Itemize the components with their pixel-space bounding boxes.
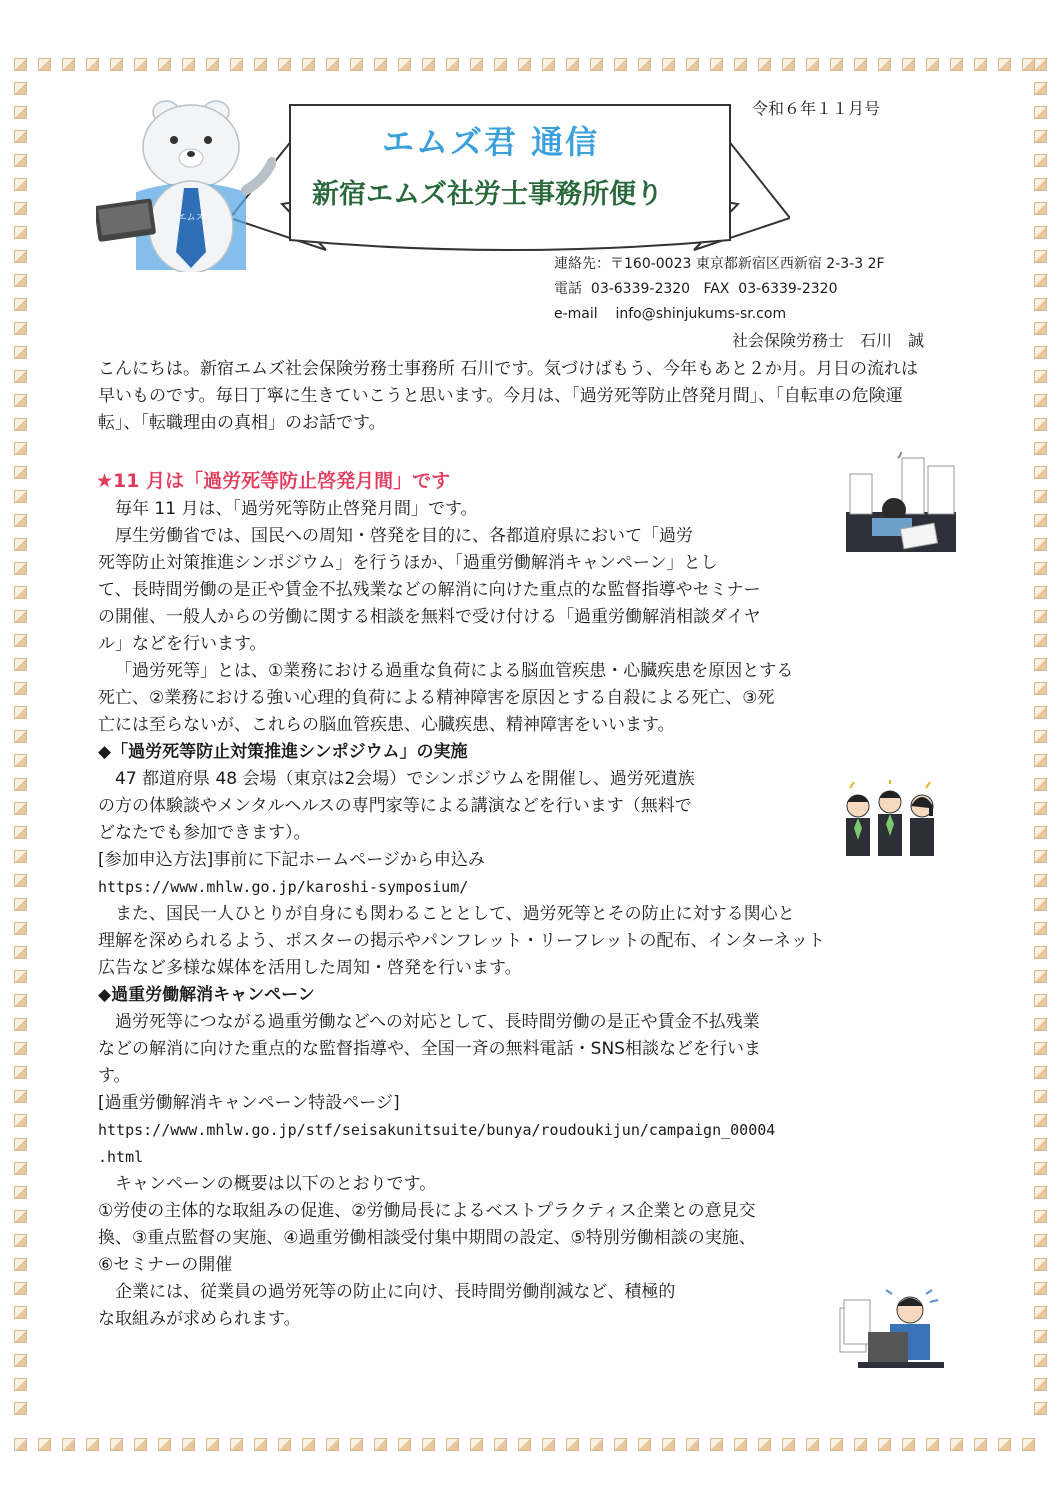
border-tile [302, 58, 315, 71]
paragraph-line: 毎年 11 月は、「過労死等防止啓発月間」です。 [115, 499, 478, 519]
border-tile [206, 58, 219, 71]
fax-number: 03-6339-2320 [738, 281, 838, 297]
border-tile [86, 1438, 99, 1451]
border-tile [446, 1438, 459, 1451]
border-tile [14, 682, 27, 695]
border-tile [350, 58, 363, 71]
newsletter-title: エムズ君 通信 [382, 123, 600, 161]
border-tile [1034, 1162, 1047, 1175]
paragraph-line: 過労死等につながる過重労働などへの対応として、長時間労働の是正や賃金不払残業 [115, 1012, 760, 1032]
border-tile [1034, 658, 1047, 671]
border-tile [86, 58, 99, 71]
border-tile [710, 58, 723, 71]
border-tile [1034, 1210, 1047, 1223]
border-tile [14, 970, 27, 983]
border-tile [1034, 202, 1047, 215]
border-tile [686, 58, 699, 71]
border-tile [14, 730, 27, 743]
border-tile [422, 1438, 435, 1451]
application-method: [参加申込方法]事前に下記ホームページから申込み [98, 850, 485, 870]
border-tile [782, 58, 795, 71]
mascot-bear-with-laptop [96, 92, 276, 272]
border-tile [1034, 994, 1047, 1007]
border-tile [14, 562, 27, 575]
border-tile [758, 1438, 771, 1451]
border-tile [38, 1438, 51, 1451]
border-tile [14, 298, 27, 311]
paragraph-line: な取組みが求められます。 [98, 1309, 301, 1329]
border-tile [686, 1438, 699, 1451]
paragraph-line: などの解消に向けた重点的な監督指導や、全国一斉の無料電話・SNS相談などを行いま [98, 1039, 761, 1059]
border-tile [1034, 898, 1047, 911]
border-tile [662, 1438, 675, 1451]
border-tile [14, 658, 27, 671]
newsletter-subtitle: 新宿エムズ社労士事務所便り [312, 179, 663, 210]
border-tile [230, 1438, 243, 1451]
border-tile [1034, 1282, 1047, 1295]
border-tile [950, 58, 963, 71]
border-tile [158, 1438, 171, 1451]
border-tile [14, 586, 27, 599]
border-tile [854, 1438, 867, 1451]
paragraph-line: 死等防止対策推進シンポジウム」を行うほか、「過重労働解消キャンペーン」とし [98, 553, 718, 573]
border-tile [1034, 226, 1047, 239]
border-tile [14, 106, 27, 119]
border-tile [14, 1354, 27, 1367]
border-tile [14, 514, 27, 527]
border-tile [422, 58, 435, 71]
border-tile [14, 1282, 27, 1295]
border-tile [518, 58, 531, 71]
paragraph-line: ⑥セミナーの開催 [98, 1255, 233, 1275]
border-tile [14, 1186, 27, 1199]
decorative-border-left [14, 58, 28, 1426]
border-tile [1034, 1330, 1047, 1343]
border-tile [878, 1438, 891, 1451]
border-tile [1034, 1042, 1047, 1055]
border-tile [14, 946, 27, 959]
border-tile [1034, 250, 1047, 263]
border-tile [14, 634, 27, 647]
border-tile [206, 1438, 219, 1451]
section-heading: ★11 月は「過労死等防止啓発月間」です [96, 470, 451, 492]
border-tile [950, 1438, 963, 1451]
border-tile [14, 1018, 27, 1031]
paragraph-line: ①労使の主体的な取組みの促進、②労働局長によるベストプラクティス企業との意見交 [98, 1201, 756, 1221]
border-tile [38, 58, 51, 71]
border-tile [14, 1090, 27, 1103]
border-tile [182, 58, 195, 71]
border-tile [14, 826, 27, 839]
border-tile [1034, 130, 1047, 143]
border-tile [1034, 586, 1047, 599]
border-tile [158, 58, 171, 71]
paragraph-line: ル」などを行います。 [98, 634, 267, 654]
border-tile [542, 58, 555, 71]
phone-row [554, 277, 885, 302]
border-tile [14, 1402, 27, 1415]
border-tile [1034, 1090, 1047, 1103]
border-tile [566, 58, 579, 71]
border-tile [1034, 706, 1047, 719]
border-tile [374, 1438, 387, 1451]
border-tile [974, 58, 987, 71]
border-tile [254, 58, 267, 71]
border-tile [926, 58, 939, 71]
border-tile [14, 1306, 27, 1319]
address-label: 連絡先： [554, 256, 610, 272]
phone-label: 電話 [554, 281, 582, 297]
border-tile [14, 1066, 27, 1079]
border-tile [806, 58, 819, 71]
border-tile [14, 1042, 27, 1055]
border-tile [110, 58, 123, 71]
border-tile [1034, 514, 1047, 527]
border-tile [1034, 442, 1047, 455]
border-tile [734, 58, 747, 71]
address: 〒160-0023 東京都新宿区西新宿 2-3-3 2F [610, 256, 885, 272]
border-tile [14, 226, 27, 239]
border-tile [1034, 634, 1047, 647]
paragraph-line: 厚生労働省では、国民への周知・啓発を目的に、各都道府県において「過労 [115, 526, 693, 546]
border-tile [14, 1114, 27, 1127]
paragraph-line: の方の体験談やメンタルヘルスの専門家等による講演などを行います（無料で [98, 796, 692, 816]
border-tile [1034, 1066, 1047, 1079]
address-row [554, 252, 885, 277]
email-link[interactable]: info@shinjukums-sr.com [615, 306, 787, 322]
campaign-url-link[interactable]: https://www.mhlw.go.jp/stf/seisakunitsuite/bunya/roudoukijun/campaign_00004 [98, 1121, 776, 1139]
border-tile [14, 754, 27, 767]
paragraph-line: キャンペーンの概要は以下のとおりです。 [115, 1174, 437, 1194]
border-tile [566, 1438, 579, 1451]
intro-line: 早いものです。毎日丁寧に生きていこうと思います。今月は、「過労死等防止啓発月間」、「自転車の危険運 [98, 386, 903, 406]
mascot-tie-badge: エムズ [177, 213, 205, 223]
border-tile [254, 1438, 267, 1451]
border-tile [1034, 610, 1047, 623]
email-label: e-mail [554, 306, 598, 322]
border-tile [1034, 466, 1047, 479]
border-tile [1034, 754, 1047, 767]
border-tile [14, 250, 27, 263]
campaign-page-label: [過重労働解消キャンペーン特設ページ] [98, 1093, 400, 1113]
border-tile [1034, 298, 1047, 311]
border-tile [1034, 802, 1047, 815]
border-tile [446, 58, 459, 71]
border-tile [14, 1330, 27, 1343]
paragraph-line: 換、③重点監督の実施、④過重労働相談受付集中期間の設定、⑤特別労働相談の実施、 [98, 1228, 756, 1248]
border-tile [14, 346, 27, 359]
border-tile [590, 1438, 603, 1451]
border-tile [1034, 1258, 1047, 1271]
paragraph-line: 「過労死等」とは、①業務における過重な負荷による脳血管疾患・心臓疾患を原因とする [115, 661, 794, 681]
border-tile [302, 1438, 315, 1451]
border-tile [1034, 490, 1047, 503]
border-tile [470, 1438, 483, 1451]
border-tile [614, 58, 627, 71]
border-tile [110, 1438, 123, 1451]
border-tile [1034, 1402, 1047, 1415]
border-tile [806, 1438, 819, 1451]
paragraph-line: 企業には、従業員の過労死等の防止に向け、長時間労働削減など、積極的 [115, 1282, 676, 1302]
border-tile [14, 1258, 27, 1271]
border-tile [470, 58, 483, 71]
border-tile [62, 58, 75, 71]
paragraph-line: て、長時間労働の是正や賃金不払残業などの解消に向けた重点的な監督指導やセミナー [98, 580, 761, 600]
border-tile [1034, 946, 1047, 959]
border-tile [278, 1438, 291, 1451]
paragraph-line: 亡には至らないが、これらの脳血管疾患、心臓疾患、精神障害をいいます。 [98, 715, 675, 735]
border-tile [1034, 970, 1047, 983]
border-tile [902, 58, 915, 71]
decorative-border-right [1034, 58, 1048, 1426]
border-tile [14, 1210, 27, 1223]
border-tile [14, 706, 27, 719]
paragraph-line: また、国民一人ひとりが自身にも関わることとして、過労死等とその防止に対する関心と [115, 904, 795, 924]
border-tile [374, 58, 387, 71]
border-tile [14, 442, 27, 455]
border-tile [734, 1438, 747, 1451]
border-tile [14, 538, 27, 551]
campaign-url-link-end[interactable]: .html [98, 1148, 144, 1166]
border-tile [14, 58, 27, 71]
border-tile [542, 1438, 555, 1451]
border-tile [14, 1378, 27, 1391]
border-tile [1034, 154, 1047, 167]
border-tile [14, 394, 27, 407]
border-tile [614, 1438, 627, 1451]
border-tile [134, 58, 147, 71]
border-tile [1022, 1438, 1035, 1451]
paragraph-line: の開催、一般人からの労働に関する相談を無料で受け付ける「過重労働解消相談ダイヤ [98, 607, 761, 627]
border-tile [14, 1162, 27, 1175]
border-tile [1034, 730, 1047, 743]
border-tile [14, 802, 27, 815]
border-tile [1034, 682, 1047, 695]
border-tile [830, 1438, 843, 1451]
border-tile [1034, 82, 1047, 95]
border-tile [278, 58, 291, 71]
overworked-desk-illustration [842, 452, 960, 556]
border-tile [1034, 1138, 1047, 1151]
border-tile [350, 1438, 363, 1451]
border-tile [326, 1438, 339, 1451]
border-tile [1034, 826, 1047, 839]
decorative-border-top [14, 58, 1046, 72]
signature: 社会保険労務士 石川 誠 [732, 331, 925, 350]
paragraph-line: 47 都道府県 48 会場（東京は2会場）でシンポジウムを開催し、過労死遺族 [115, 769, 695, 789]
border-tile [1034, 874, 1047, 887]
issue-date: 令和６年１１月号 [752, 99, 881, 118]
intro-paragraph [98, 356, 928, 437]
border-tile [998, 1438, 1011, 1451]
border-tile [758, 58, 771, 71]
border-tile [230, 58, 243, 71]
border-tile [62, 1438, 75, 1451]
paragraph-line: 広告など多様な媒体を活用した周知・啓発を行います。 [98, 958, 522, 978]
phone-number: 03-6339-2320 [590, 281, 691, 297]
border-tile [902, 1438, 915, 1451]
border-tile [1034, 370, 1047, 383]
border-tile [926, 1438, 939, 1451]
border-tile [1034, 58, 1047, 71]
border-tile [1034, 1378, 1047, 1391]
businesspeople-illustration [834, 780, 946, 876]
border-tile [14, 322, 27, 335]
border-tile [1034, 1018, 1047, 1031]
border-tile [1034, 778, 1047, 791]
border-tile [398, 58, 411, 71]
border-tile [14, 490, 27, 503]
border-tile [830, 58, 843, 71]
paragraph-line: 理解を深められるよう、ポスターの掲示やパンフレット・リーフレットの配布、インターネット [98, 931, 825, 951]
border-tile [662, 58, 675, 71]
border-tile [974, 1438, 987, 1451]
email-row [554, 302, 885, 327]
border-tile [134, 1438, 147, 1451]
border-tile [1034, 106, 1047, 119]
border-tile [326, 58, 339, 71]
border-tile [1034, 562, 1047, 575]
border-tile [1034, 538, 1047, 551]
border-tile [878, 58, 891, 71]
border-tile [14, 466, 27, 479]
border-tile [14, 874, 27, 887]
border-tile [14, 778, 27, 791]
stressed-worker-illustration [838, 1288, 948, 1384]
border-tile [14, 1234, 27, 1247]
paragraph-line: す。 [98, 1066, 131, 1086]
border-tile [1034, 1234, 1047, 1247]
border-tile [782, 1438, 795, 1451]
border-tile [518, 1438, 531, 1451]
border-tile [1034, 850, 1047, 863]
border-tile [14, 418, 27, 431]
paragraph-line: 死亡、②業務における強い心理的負荷による精神障害を原因とする自殺による死亡、③死 [98, 688, 775, 708]
border-tile [710, 1438, 723, 1451]
border-tile [1034, 922, 1047, 935]
border-tile [14, 610, 27, 623]
border-tile [1034, 178, 1047, 191]
intro-line: こんにちは。新宿エムズ社会保険労務士事務所 石川です。気づけばもう、今年もあと２か月。月日の流れは [98, 359, 919, 379]
border-tile [854, 58, 867, 71]
border-tile [14, 850, 27, 863]
intro-line: 転」、「転職理由の真相」のお話です。 [98, 413, 386, 433]
fax-label: FAX [703, 281, 730, 297]
border-tile [638, 58, 651, 71]
border-tile [14, 154, 27, 167]
border-tile [1034, 1186, 1047, 1199]
border-tile [1034, 418, 1047, 431]
border-tile [14, 1138, 27, 1151]
border-tile [14, 370, 27, 383]
border-tile [1034, 274, 1047, 287]
border-tile [1034, 322, 1047, 335]
border-tile [1034, 394, 1047, 407]
border-tile [14, 202, 27, 215]
section-body [98, 496, 918, 1333]
border-tile [14, 994, 27, 1007]
border-tile [182, 1438, 195, 1451]
paragraph-line: どなたでも参加できます）。 [98, 823, 311, 843]
border-tile [14, 922, 27, 935]
border-tile [1034, 346, 1047, 359]
border-tile [590, 58, 603, 71]
border-tile [398, 1438, 411, 1451]
border-tile [14, 274, 27, 287]
border-tile [14, 82, 27, 95]
border-tile [494, 1438, 507, 1451]
border-tile [1034, 1306, 1047, 1319]
border-tile [1034, 1114, 1047, 1127]
border-tile [14, 178, 27, 191]
decorative-border-bottom [14, 1438, 1046, 1452]
border-tile [14, 130, 27, 143]
subheading-symposium: ◆「過労死等防止対策推進シンポジウム」の実施 [98, 742, 468, 762]
border-tile [1034, 1354, 1047, 1367]
contact-info [554, 252, 885, 327]
symposium-url-link[interactable]: https://www.mhlw.go.jp/karoshi-symposium/ [98, 878, 469, 896]
border-tile [14, 898, 27, 911]
subheading-campaign: ◆過重労働解消キャンペーン [98, 985, 315, 1005]
border-tile [14, 1438, 27, 1451]
border-tile [638, 1438, 651, 1451]
border-tile [494, 58, 507, 71]
border-tile [998, 58, 1011, 71]
